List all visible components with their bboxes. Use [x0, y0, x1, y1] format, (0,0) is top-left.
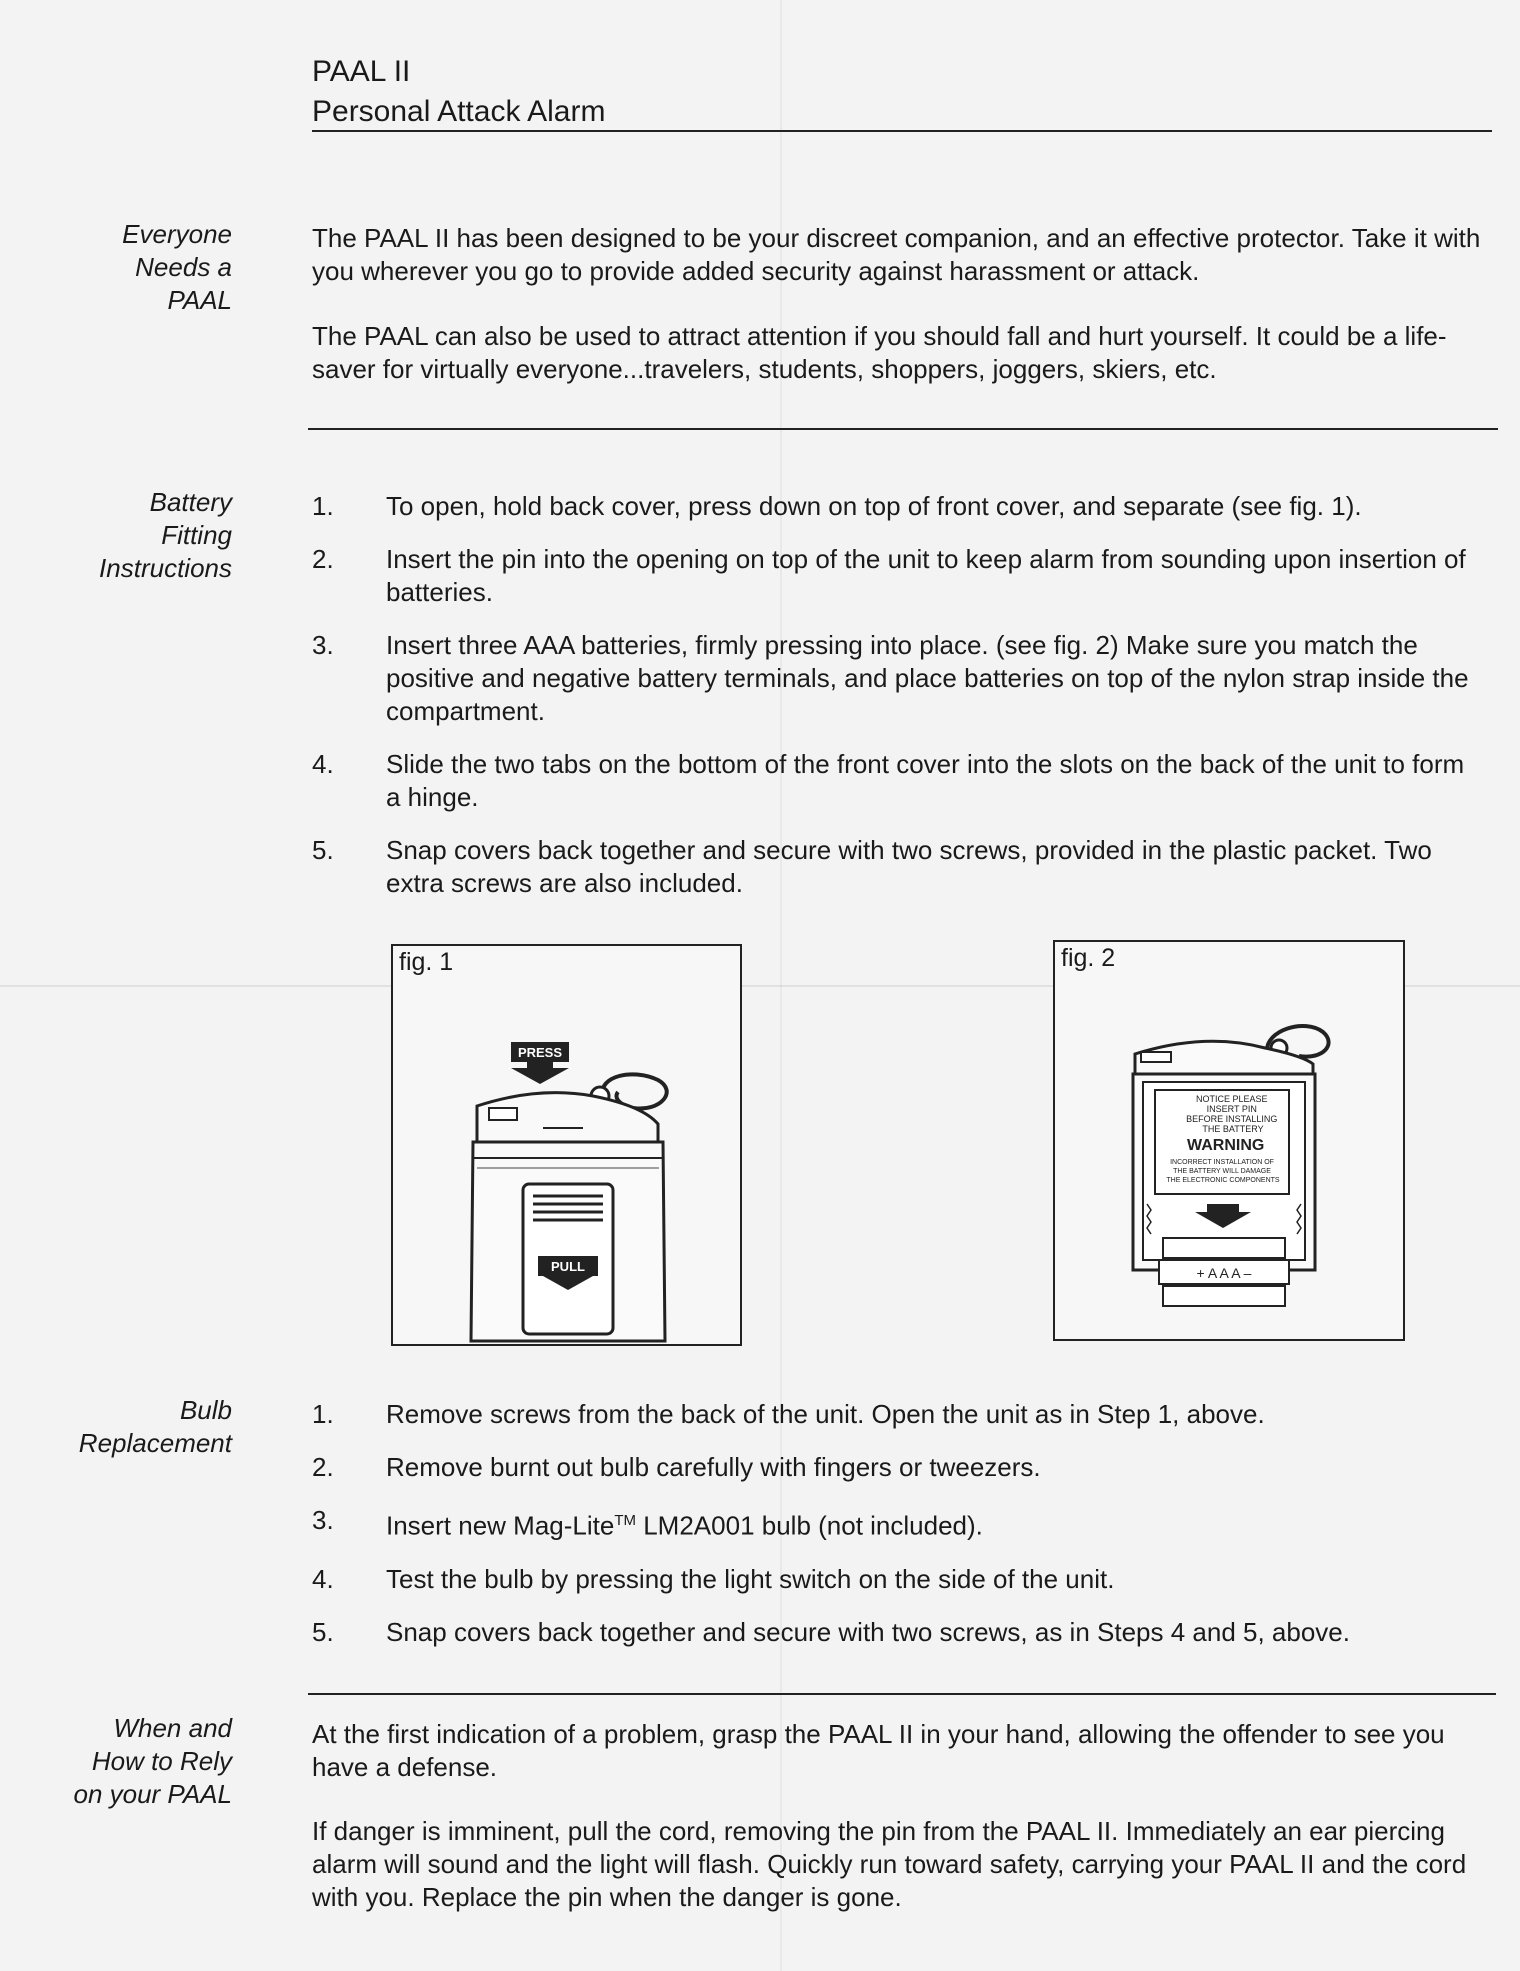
notice-line: THE BATTERY — [1202, 1124, 1264, 1134]
battery-steps — [312, 490, 1482, 920]
step-number: 3. — [312, 1505, 334, 1535]
everyone-paragraph-1: The PAAL II has been designed to be your discreet companion, and an effective protector. Take it with you wherever you go to provide added security against harassment or attack. — [312, 223, 1481, 286]
bulb-steps — [312, 1398, 1482, 1669]
label-line: Instructions — [99, 553, 232, 583]
rely-paragraph-2: If danger is imminent, pull the cord, removing the pin from the PAAL II. Immediately an ear piercing alarm will sound and the light will flash. Quickly run toward safety, carrying your PAAL II and the cord with you. Replace the pin when the danger is gone. — [312, 1816, 1467, 1912]
list-item — [312, 629, 1482, 728]
step-number: 1. — [312, 491, 334, 521]
step-number: 5. — [312, 1616, 334, 1647]
label-line: Everyone — [122, 219, 232, 249]
step-text: Slide the two tabs on the bottom of the front cover into the slots on the back of the unit to form a hinge. — [386, 749, 1465, 812]
label-line: Battery — [149, 487, 232, 517]
document-title: PAAL II — [312, 55, 411, 88]
step-number: 4. — [312, 1563, 334, 1594]
notice-line: INSERT PIN — [1206, 1104, 1257, 1114]
alarm-front-illustration — [393, 946, 740, 1344]
list-item — [312, 490, 1482, 523]
label-line: Needs a — [135, 252, 232, 282]
warning-line: THE ELECTRONIC COMPONENTS — [1166, 1177, 1280, 1184]
figure-2-label: fig. 2 — [1061, 944, 1116, 972]
step-number: 1. — [312, 1399, 334, 1429]
list-item — [312, 834, 1482, 900]
step-number: 4. — [312, 749, 334, 779]
warning-line: INCORRECT INSTALLATION OF — [1170, 1159, 1274, 1166]
list-item — [312, 1398, 1482, 1431]
battery-label: + A A A – — [1196, 1265, 1252, 1281]
section-rule — [308, 428, 1498, 430]
step-text: Snap covers back together and secure with two screws, provided in the plastic packet. Two extra screws are also included. — [386, 835, 1432, 898]
label-line: Fitting — [161, 520, 232, 550]
list-item — [312, 748, 1482, 814]
label-line: on your PAAL — [73, 1779, 232, 1809]
everyone-paragraph-2: The PAAL can also be used to attract attention if you should fall and hurt yourself. It could be a life-saver for virtually everyone...travelers, students, shoppers, joggers, skiers, etc. — [312, 321, 1447, 384]
list-item — [312, 1563, 1482, 1596]
document-header — [312, 52, 605, 132]
label-line: Replacement — [78, 1428, 232, 1458]
warning-line: THE BATTERY WILL DAMAGE — [1173, 1168, 1271, 1175]
press-label: PRESS — [517, 1045, 563, 1060]
section-rule — [308, 1693, 1496, 1695]
step-text: Remove screws from the back of the unit. Open the unit as in Step 1, above. — [386, 1399, 1265, 1429]
list-item — [312, 1451, 1482, 1484]
label-line: Bulb — [179, 1395, 232, 1425]
warning-label: WARNING — [1187, 1137, 1265, 1154]
list-item — [312, 1504, 1482, 1543]
rely-paragraph-1: At the first indication of a problem, grasp the PAAL II in your hand, allowing the offender to see you have a defense. — [312, 1719, 1445, 1782]
step-number: 2. — [312, 544, 334, 574]
document-subtitle: Personal Attack Alarm — [312, 95, 606, 128]
step-number: 5. — [312, 835, 334, 865]
section-label-battery — [32, 486, 232, 585]
step-text: LM2A001 bulb (not included). — [636, 1510, 983, 1541]
step-number: 2. — [312, 1452, 334, 1482]
svg-text:INCORRECT INSTALLATION OF — [1166, 1159, 1280, 1184]
label-line: PAAL — [167, 285, 232, 315]
header-rule — [312, 130, 1492, 132]
section-label-bulb — [32, 1394, 232, 1460]
step-number: 3. — [312, 630, 334, 660]
section-label-rely — [32, 1712, 232, 1811]
pull-label: PULL — [551, 1259, 585, 1274]
figure-2 — [1053, 940, 1405, 1341]
label-line: How to Rely — [91, 1746, 232, 1776]
step-text: Snap covers back together and secure with two screws, as in Steps 4 and 5, above. — [386, 1616, 1350, 1647]
paper-fold-vertical — [780, 0, 782, 1971]
step-text: Insert three AAA batteries, firmly pressing into place. (see fig. 2) Make sure you match the positive and negative battery terminals, and place batteries on top of the nylon strap inside the compartment. — [386, 630, 1469, 726]
step-text: Test the bulb by pressing the light switch on the side of the unit. — [386, 1563, 1115, 1594]
list-item — [312, 543, 1482, 609]
step-text: Insert new Mag-Lite — [386, 1510, 615, 1541]
figure-1 — [391, 944, 742, 1346]
notice-line: BEFORE INSTALLING — [1186, 1114, 1278, 1124]
notice-line: NOTICE PLEASE — [1195, 1094, 1268, 1104]
step-text: Remove burnt out bulb carefully with fingers or tweezers. — [386, 1452, 1041, 1482]
step-text: To open, hold back cover, press down on top of front cover, and separate (see fig. 1). — [386, 491, 1362, 521]
list-item — [312, 1616, 1482, 1649]
section-label-everyone — [32, 218, 232, 317]
step-text: Insert the pin into the opening on top of the unit to keep alarm from sounding upon insertion of batteries. — [386, 544, 1466, 607]
battery-compartment-illustration — [1055, 942, 1403, 1339]
figure-1-label: fig. 1 — [399, 948, 454, 976]
label-line: When and — [113, 1713, 232, 1743]
trademark-mark: TM — [614, 1512, 636, 1529]
